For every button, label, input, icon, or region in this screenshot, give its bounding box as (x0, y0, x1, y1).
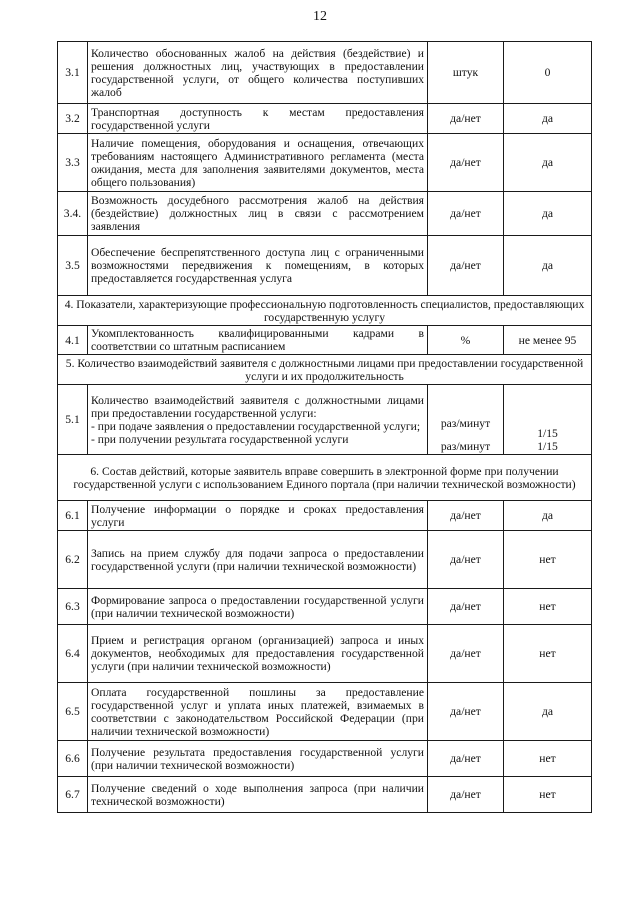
indicator-unit: да/нет (428, 134, 504, 192)
indicator-value: 0 (504, 42, 592, 104)
indicator-unit: да/нет (428, 104, 504, 134)
description-line: - при подаче заявления о предоставлении государственной услуги; (91, 419, 421, 433)
description-line: Количество взаимодействий заявителя с должностными лицами при предоставлении государственной услуги: (91, 393, 424, 420)
indicator-unit: да/нет (428, 192, 504, 236)
indicator-description: Оплата государственной пошлины за предоставление государственной услуг и уплата иных платежей, взимаемых в соответствии с законодательством Российской Федерации (при наличии технической возможности) (88, 683, 428, 741)
indicator-number: 6.4 (58, 625, 88, 683)
section-row (58, 296, 592, 326)
unit-line: раз/минут (440, 417, 491, 430)
indicator-value: да (504, 192, 592, 236)
indicator-description: Получение информации о порядке и сроках предоставления услуги (88, 501, 428, 531)
indicator-value: нет (504, 741, 592, 777)
indicator-row (58, 104, 592, 134)
indicator-description: Получение результата предоставления государственной услуги (при наличии технической возможности) (88, 741, 428, 777)
section-heading: 5. Количество взаимодействий заявителя с должностными лицами при предоставлении государственной услуги и их продолжительность (58, 355, 592, 385)
indicator-row (58, 683, 592, 741)
indicator-number: 6.1 (58, 501, 88, 531)
indicator-unit: да/нет (428, 531, 504, 589)
indicator-row (58, 42, 592, 104)
indicator-number: 6.2 (58, 531, 88, 589)
indicator-unit: да/нет (428, 683, 504, 741)
indicator-value: да (504, 683, 592, 741)
indicator-unit: % (428, 326, 504, 355)
section-heading: 4. Показатели, характеризующие профессиональную подготовленность специалистов, предоставляющих государственную услугу (58, 296, 592, 326)
indicator-value: не менее 95 (504, 326, 592, 355)
indicator-value: да (504, 104, 592, 134)
indicator-value: нет (504, 625, 592, 683)
indicator-number: 6.7 (58, 777, 88, 813)
indicator-unit: да/нет (428, 625, 504, 683)
indicator-value: нет (504, 589, 592, 625)
description-line: - при получении результата государственной услуги (91, 432, 349, 446)
indicator-description: Укомплектованность квалифицированными кадрами в соответствии со штатным расписанием (88, 326, 428, 355)
indicator-description: Количество обоснованных жалоб на действия (бездействие) и решения должностных лиц, участвующих в предоставлении государственной услуги, от общего количества поступивших жалоб (88, 42, 428, 104)
indicator-unit: да/нет (428, 741, 504, 777)
indicator-unit (428, 385, 504, 455)
indicator-description: Формирование запроса о предоставлении государственной услуги (при наличии технической возможности) (88, 589, 428, 625)
indicator-value (504, 385, 592, 455)
indicator-description: Запись на прием службу для подачи запроса о предоставлении государственной услуги (при наличии технической возможности) (88, 531, 428, 589)
indicator-row (58, 326, 592, 355)
indicator-number: 3.3 (58, 134, 88, 192)
indicator-description: Наличие помещения, оборудования и оснащения, отвечающих требованиям настоящего Административного регламента (места ожидания, места для заполнения заявителями документов, места общего пользования) (88, 134, 428, 192)
indicator-number: 5.1 (58, 385, 88, 455)
section-row (58, 355, 592, 385)
indicator-value: нет (504, 777, 592, 813)
value-line: 1/15 (537, 427, 558, 440)
indicator-number: 3.5 (58, 236, 88, 296)
indicator-number: 3.2 (58, 104, 88, 134)
indicator-row (58, 741, 592, 777)
indicator-value: да (504, 236, 592, 296)
indicator-description: Транспортная доступность к местам предоставления государственной услуги (88, 104, 428, 134)
indicator-unit: да/нет (428, 236, 504, 296)
indicator-number: 6.3 (58, 589, 88, 625)
indicator-description: Прием и регистрация органом (организацией) запроса и иных документов, необходимых для предоставления государственной услуги (при наличии технической возможности) (88, 625, 428, 683)
indicator-row (58, 501, 592, 531)
indicator-number: 3.1 (58, 42, 88, 104)
indicator-unit: да/нет (428, 777, 504, 813)
indicator-number: 6.6 (58, 741, 88, 777)
indicator-number: 6.5 (58, 683, 88, 741)
indicators-table (57, 41, 592, 813)
indicator-description (88, 385, 428, 455)
indicator-value: да (504, 501, 592, 531)
indicator-row (58, 777, 592, 813)
indicator-value: нет (504, 531, 592, 589)
value-line: 1/15 (537, 440, 558, 453)
indicator-number: 4.1 (58, 326, 88, 355)
indicator-description: Обеспечение беспрепятственного доступа лиц с ограниченными возможностями передвижения к помещениям, в которых предоставляется государственная услуга (88, 236, 428, 296)
page-number: 12 (313, 9, 327, 24)
indicator-row (58, 134, 592, 192)
indicator-row (58, 625, 592, 683)
indicator-unit: да/нет (428, 501, 504, 531)
indicator-row (58, 589, 592, 625)
indicator-row (58, 531, 592, 589)
indicator-unit: штук (428, 42, 504, 104)
indicator-row (58, 192, 592, 236)
indicator-description: Возможность досудебного рассмотрения жалоб на действия (бездействие) должностных лиц в связи с рассмотрением заявления (88, 192, 428, 236)
indicators-table-body (58, 42, 592, 813)
indicator-number: 3.4. (58, 192, 88, 236)
indicator-unit: да/нет (428, 589, 504, 625)
indicator-row (58, 236, 592, 296)
section-heading: 6. Состав действий, которые заявитель вправе совершить в электронной форме при получении государственной услуги с использованием Единого портала (при наличии технической возможности) (58, 455, 592, 501)
indicator-description: Получение сведений о ходе выполнения запроса (при наличии технической возможности) (88, 777, 428, 813)
unit-line: раз/минут (440, 440, 491, 453)
section-row (58, 455, 592, 501)
indicator-value: да (504, 134, 592, 192)
indicator-row (58, 385, 592, 455)
